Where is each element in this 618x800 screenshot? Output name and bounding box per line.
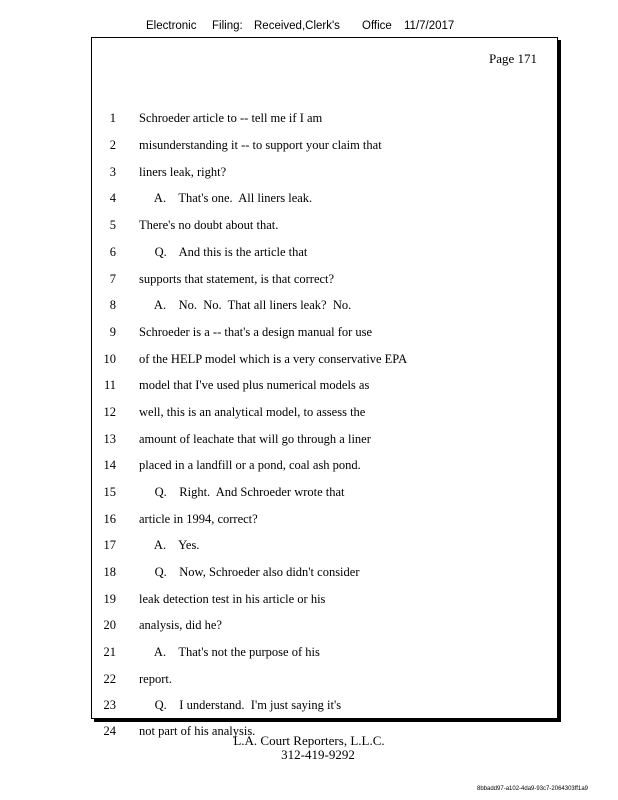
line-number: 1	[109, 111, 116, 125]
line-number: 18	[103, 565, 116, 579]
line-number: 20	[103, 618, 116, 632]
line-text: A. That's one. All liners leak.	[139, 191, 313, 205]
transcript-line	[92, 376, 557, 394]
line-number: 3	[109, 165, 116, 179]
filing-header-received: Received,Clerk's	[254, 20, 340, 32]
line-text: liners leak, right?	[139, 165, 227, 179]
transcript-line	[92, 350, 557, 368]
line-text: Schroeder is a -- that's a design manual for use	[139, 325, 373, 339]
transcript-line	[92, 510, 557, 528]
transcript-line	[92, 670, 557, 688]
line-number: 13	[103, 432, 116, 446]
transcript-line	[92, 136, 557, 154]
line-number: 15	[103, 485, 116, 499]
transcript-line	[92, 643, 557, 661]
line-number: 2	[109, 138, 116, 152]
line-text: supports that statement, is that correct?	[139, 272, 335, 286]
line-number: 5	[109, 218, 116, 232]
transcript-line	[92, 483, 557, 501]
line-text: analysis, did he?	[139, 618, 222, 632]
transcript-line	[92, 163, 557, 181]
line-text: A. No. No. That all liners leak? No.	[139, 298, 352, 312]
line-text: of the HELP model which is a very conservative EPA	[139, 352, 408, 366]
line-text: A. Yes.	[139, 538, 200, 552]
line-text: Q. And this is the article that	[139, 245, 308, 259]
line-text: Q. I understand. I'm just saying it's	[139, 698, 342, 712]
document-id: 8bbadd97-a102-4da9-93c7-2064303ff1a9	[477, 786, 588, 792]
line-number: 7	[109, 272, 116, 286]
line-number: 21	[103, 645, 116, 659]
line-text: not part of his analysis.	[139, 724, 256, 738]
transcript-line	[92, 109, 557, 127]
line-number: 10	[103, 352, 116, 366]
line-number: 19	[103, 592, 116, 606]
transcript-line	[92, 323, 557, 341]
reporter-phone: 312-419-9292	[281, 747, 355, 762]
line-text: Q. Right. And Schroeder wrote that	[139, 485, 345, 499]
transcript-line	[92, 696, 557, 714]
line-number: 8	[109, 298, 116, 312]
line-text: report.	[139, 672, 172, 686]
filing-header-date: 11/7/2017	[404, 20, 455, 32]
transcript-line	[92, 536, 557, 554]
line-number: 16	[103, 512, 116, 526]
transcript-line	[92, 243, 557, 261]
electronic-filing-header	[0, 20, 618, 36]
line-text: A. That's not the purpose of his	[139, 645, 320, 659]
line-number: 9	[109, 325, 116, 339]
line-text: Q. Now, Schroeder also didn't consider	[139, 565, 360, 579]
line-text: leak detection test in his article or his	[139, 592, 326, 606]
line-text: model that I've used plus numerical models as	[139, 378, 370, 392]
transcript-line	[92, 296, 557, 314]
page-number: Page 171	[488, 51, 537, 66]
reporter-company: L.A. Court Reporters, L.L.C.	[233, 733, 385, 748]
line-text: misunderstanding it -- to support your claim that	[139, 138, 382, 152]
transcript-line	[92, 189, 557, 207]
line-number: 4	[109, 191, 116, 205]
line-number: 17	[103, 538, 116, 552]
transcript-line	[92, 590, 557, 608]
transcript-line	[92, 270, 557, 288]
transcript-page	[91, 37, 558, 738]
transcript-line	[92, 563, 557, 581]
line-number: 12	[103, 405, 116, 419]
transcript-line	[92, 403, 557, 421]
line-text: amount of leachate that will go through a liner	[139, 432, 371, 446]
line-number: 24	[103, 724, 116, 738]
line-number: 11	[103, 378, 116, 392]
transcript-line	[92, 430, 557, 448]
line-number: 23	[103, 698, 116, 712]
filing-header-filing: Filing:	[212, 20, 243, 32]
transcript-line	[92, 616, 557, 634]
line-number: 14	[103, 458, 116, 472]
transcript-line	[92, 216, 557, 234]
line-number: 22	[103, 672, 116, 686]
line-number: 6	[109, 245, 116, 259]
line-text: There's no doubt about that.	[139, 218, 279, 232]
line-text: Schroeder article to -- tell me if I am	[139, 111, 323, 125]
transcript-line	[92, 456, 557, 474]
line-text: article in 1994, correct?	[139, 512, 258, 526]
line-text: placed in a landfill or a pond, coal ash pond.	[139, 458, 361, 472]
filing-header-electronic: Electronic	[146, 20, 197, 32]
filing-header-office: Office	[362, 20, 392, 32]
line-text: well, this is an analytical model, to assess the	[139, 405, 366, 419]
